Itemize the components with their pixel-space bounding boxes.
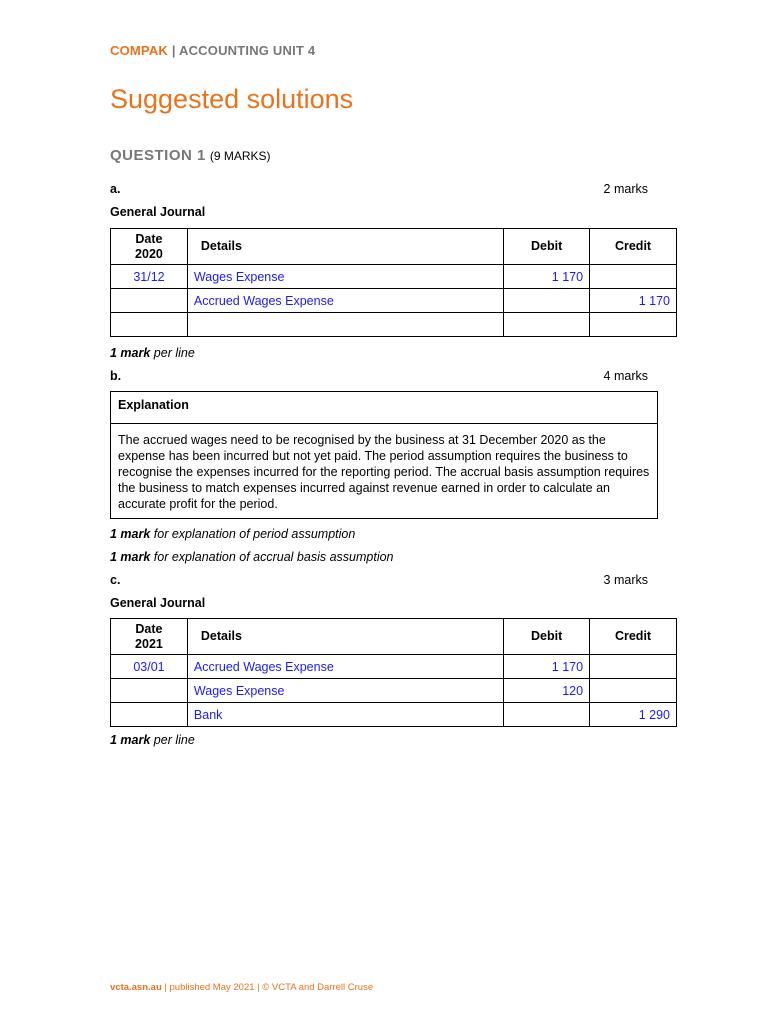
part-a-journal-table: [110, 228, 677, 337]
row-credit: [590, 265, 677, 289]
row-debit: [504, 289, 590, 313]
row-details: Accrued Wages Expense: [187, 655, 503, 679]
row-date: [111, 313, 188, 337]
row-details: Bank: [187, 703, 503, 727]
part-a-marking-note: 1 mark per line: [110, 346, 195, 360]
unit-name: ACCOUNTING UNIT 4: [179, 43, 316, 58]
explanation-text: The accrued wages need to be recognised by the business at 31 December 2020 as the expense has been incurred but not yet paid. The period assumption requires the business to recognise the expenses incurred for the reporting period. The accrual basis assumption requires the business to match expenses incurred against revenue earned in order to calculate an accurate profit for the period.: [118, 433, 650, 511]
row-date: [111, 289, 188, 313]
part-b-marking-note-1: 1 mark for explanation of period assumption: [110, 527, 356, 541]
row-details: Wages Expense: [187, 265, 503, 289]
credit-header: Credit: [590, 619, 677, 655]
table-header-row: [111, 229, 677, 265]
row-debit: [504, 703, 590, 727]
brand-name: COMPAK: [110, 43, 169, 58]
row-credit: [590, 679, 677, 703]
table-row: [111, 265, 677, 289]
page-header: [110, 43, 315, 58]
part-c-label: c.: [110, 573, 121, 587]
page-footer: [110, 982, 373, 993]
footer-text: | published May 2021 | © VCTA and Darrell Cruse: [161, 982, 374, 993]
row-details: [187, 313, 503, 337]
row-details: Wages Expense: [187, 679, 503, 703]
row-details: Accrued Wages Expense: [187, 289, 503, 313]
date-header: Date 2021: [111, 619, 188, 655]
credit-header: Credit: [590, 229, 677, 265]
row-debit: 1 170: [504, 655, 590, 679]
row-credit: [590, 313, 677, 337]
table-header-row: [111, 619, 677, 655]
row-date: [111, 703, 188, 727]
table-row: [111, 703, 677, 727]
debit-header: Debit: [504, 619, 590, 655]
part-b-marking-note-2: 1 mark for explanation of accrual basis assumption: [110, 550, 394, 564]
part-b-label: b.: [110, 369, 122, 383]
row-credit: [590, 655, 677, 679]
part-c-journal-title: General Journal: [110, 596, 206, 610]
part-c-marks: 3 marks: [603, 573, 648, 587]
row-debit: 120: [504, 679, 590, 703]
row-date: [111, 679, 188, 703]
part-a-label: a.: [110, 182, 121, 196]
details-header: Details: [187, 619, 503, 655]
question-label: QUESTION 1: [110, 147, 206, 164]
table-row: [111, 655, 677, 679]
date-header: Date 2020: [111, 229, 188, 265]
table-row: [111, 289, 677, 313]
row-date: 03/01: [111, 655, 188, 679]
header-separator: |: [168, 43, 179, 58]
row-credit: 1 170: [590, 289, 677, 313]
question-heading: [110, 147, 271, 164]
part-c-marking-note: 1 mark per line: [110, 733, 195, 747]
part-a-marks: 2 marks: [603, 182, 648, 196]
question-marks: (9 MARKS): [209, 149, 271, 163]
table-row: [111, 313, 677, 337]
table-row: [111, 679, 677, 703]
row-debit: [504, 313, 590, 337]
row-credit: 1 290: [590, 703, 677, 727]
part-a-journal-title: General Journal: [110, 205, 206, 219]
row-debit: 1 170: [504, 265, 590, 289]
part-b-marks: 4 marks: [603, 369, 648, 383]
row-date: 31/12: [111, 265, 188, 289]
explanation-title: Explanation: [111, 392, 657, 424]
part-c-journal-table: [110, 618, 677, 727]
debit-header: Debit: [504, 229, 590, 265]
page-title: Suggested solutions: [110, 84, 354, 114]
details-header: Details: [187, 229, 503, 265]
explanation-box: [110, 391, 658, 519]
footer-link[interactable]: vcta.asn.au: [110, 982, 162, 993]
